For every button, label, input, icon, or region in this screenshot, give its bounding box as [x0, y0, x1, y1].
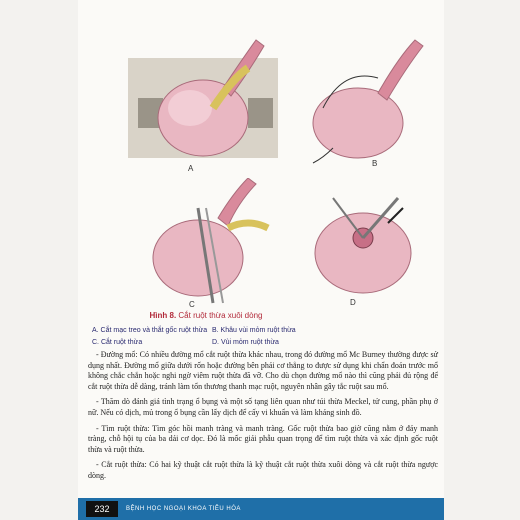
figure-caption-text: Cắt ruột thừa xuôi dòng: [178, 311, 263, 320]
figure-caption: [96, 311, 316, 320]
paragraph-appendectomy: - Cắt ruột thừa: Có hai kỹ thuật cắt ruột thừa là kỹ thuật cắt ruột thừa xuôi dòng và cắt ruột thừa ngược dòng.: [88, 460, 438, 480]
panel-label-a: A: [188, 164, 194, 173]
panel-d-illustration: [288, 178, 438, 308]
book-title: BỆNH HỌC NGOẠI KHOA TIÊU HÓA: [126, 506, 241, 512]
page-number: 232: [86, 501, 118, 517]
figure-caption-prefix: Hình 8.: [149, 311, 177, 320]
panel-label-d: D: [350, 298, 356, 307]
legend-item-c: C. Cắt ruột thừa: [92, 338, 143, 346]
legend-item-d: D. Vùi mỏm ruột thừa: [212, 338, 279, 346]
paragraph-incision: - Đường mổ: Có nhiều đường mổ cắt ruột thừa khác nhau, trong đó đường mổ Mc Burney thường được sử dụng nhất. Đường mổ giữa dưới rốn hoặc đường bên phải cơ thẳng to được sử dụng khi chẩn đoán trước mổ không chắc chắn hoặc nghi ngờ viêm ruột thừa đã vỡ. Cho dù chọn đường mổ nào thì cũng phải đủ rộng để cắt ruột thừa dễ dàng, tránh làm tổn thương thanh mạc ruột, nguyên nhân gây tắc ruột sau mổ.: [88, 350, 438, 391]
legend-item-a: A. Cắt mạc treo và thắt gốc ruột thừa: [92, 326, 208, 334]
panel-label-b: B: [372, 159, 378, 168]
surgical-illustration: [78, 18, 444, 310]
panel-label-c: C: [189, 300, 195, 309]
legend-row: [92, 336, 332, 348]
legend-item-b: B. Khâu vùi mỏm ruột thừa: [212, 326, 296, 334]
panel-c-illustration: [138, 178, 288, 308]
panel-b-illustration: [303, 38, 433, 168]
panel-a-illustration: [128, 38, 278, 168]
page-footer: [78, 498, 444, 520]
paragraph-find-appendix: - Tìm ruột thừa: Tìm góc hồi manh tràng và manh tràng. Gốc ruột thừa bao giờ cũng nằm ở đáy manh tràng, chỗ hội tụ của ba dải cơ dọc. Đó là mốc giải phẫu quan trọng để tìm ruột thừa và xác định gốc ruột thừa và ruột thừa.: [88, 423, 438, 454]
figure-legend: [92, 324, 332, 348]
paragraph-exploration: - Thăm dò đánh giá tình trạng ổ bụng và một số tạng liên quan như túi thừa Meckel, tử cung, phần phụ ở nữ. Nếu có dịch, mủ trong ổ bụng cần lấy dịch để cấy vi khuẩn và làm kháng sinh đồ.: [88, 397, 438, 417]
body-text: [88, 350, 438, 487]
legend-row: [92, 324, 332, 336]
